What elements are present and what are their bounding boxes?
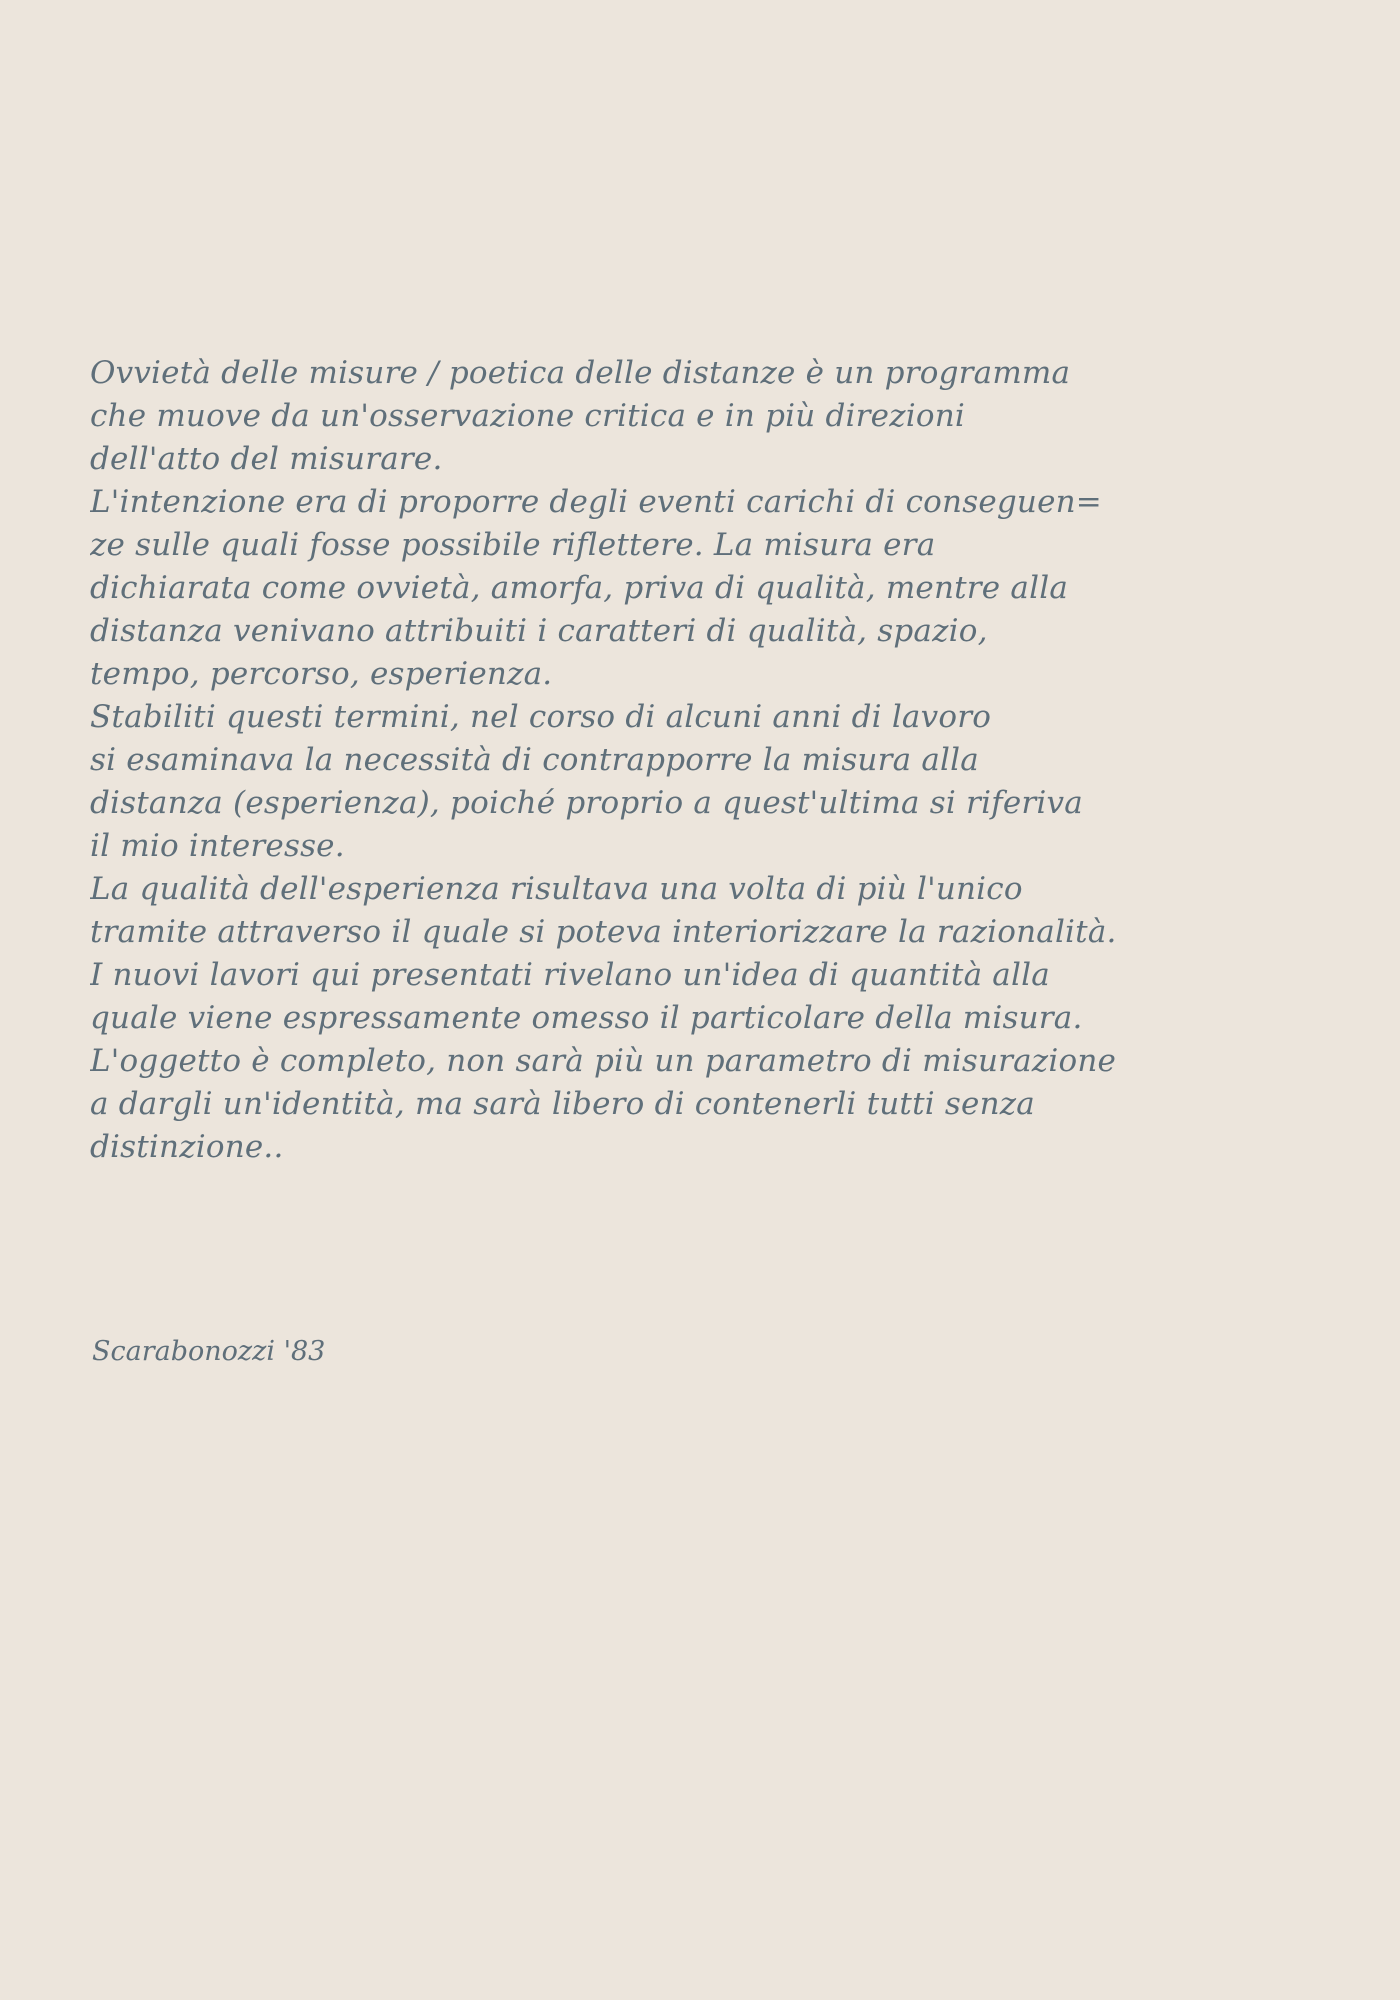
text-line: distinzione.. bbox=[90, 1129, 284, 1165]
text-line: dichiarata come ovvietà, amorfa, priva di qualità, mentre alla bbox=[90, 570, 1069, 606]
text-line: tramite attraverso il quale si poteva interiorizzare la razionalità. bbox=[90, 914, 1117, 950]
handwritten-text-block bbox=[90, 352, 1330, 1169]
text-line: I nuovi lavori qui presentati rivelano un'idea di quantità alla bbox=[90, 957, 1050, 993]
text-line: si esaminava la necessità di contrapporre la misura alla bbox=[90, 742, 979, 778]
text-line: ze sulle quali fosse possibile riflettere. La misura era bbox=[90, 527, 936, 563]
text-line: L'intenzione era di proporre degli eventi carichi di conseguen= bbox=[90, 484, 1102, 520]
text-line: L'oggetto è completo, non sarà più un parametro di misurazione bbox=[90, 1043, 1117, 1079]
text-line: distanza (esperienza), poiché proprio a quest'ultima si riferiva bbox=[90, 785, 1083, 821]
text-line: che muove da un'osservazione critica e in più direzioni bbox=[90, 398, 966, 434]
text-line: Ovvietà delle misure / poetica delle distanze è un programma bbox=[90, 355, 1071, 391]
text-line: il mio interesse. bbox=[90, 828, 345, 864]
signature-and-year: Scarabonozzi '83 bbox=[92, 1336, 326, 1367]
text-line: quale viene espressamente omesso il particolare della misura. bbox=[90, 1000, 1083, 1036]
text-line: a dargli un'identità, ma sarà libero di contenerli tutti senza bbox=[90, 1086, 1035, 1122]
text-line: dell'atto del misurare. bbox=[90, 441, 443, 477]
text-line: Stabiliti questi termini, nel corso di alcuni anni di lavoro bbox=[90, 699, 992, 735]
text-line: tempo, percorso, esperienza. bbox=[90, 656, 553, 692]
text-line: La qualità dell'esperienza risultava una volta di più l'unico bbox=[90, 871, 1023, 907]
text-line: distanza venivano attribuiti i caratteri di qualità, spazio, bbox=[90, 613, 988, 649]
